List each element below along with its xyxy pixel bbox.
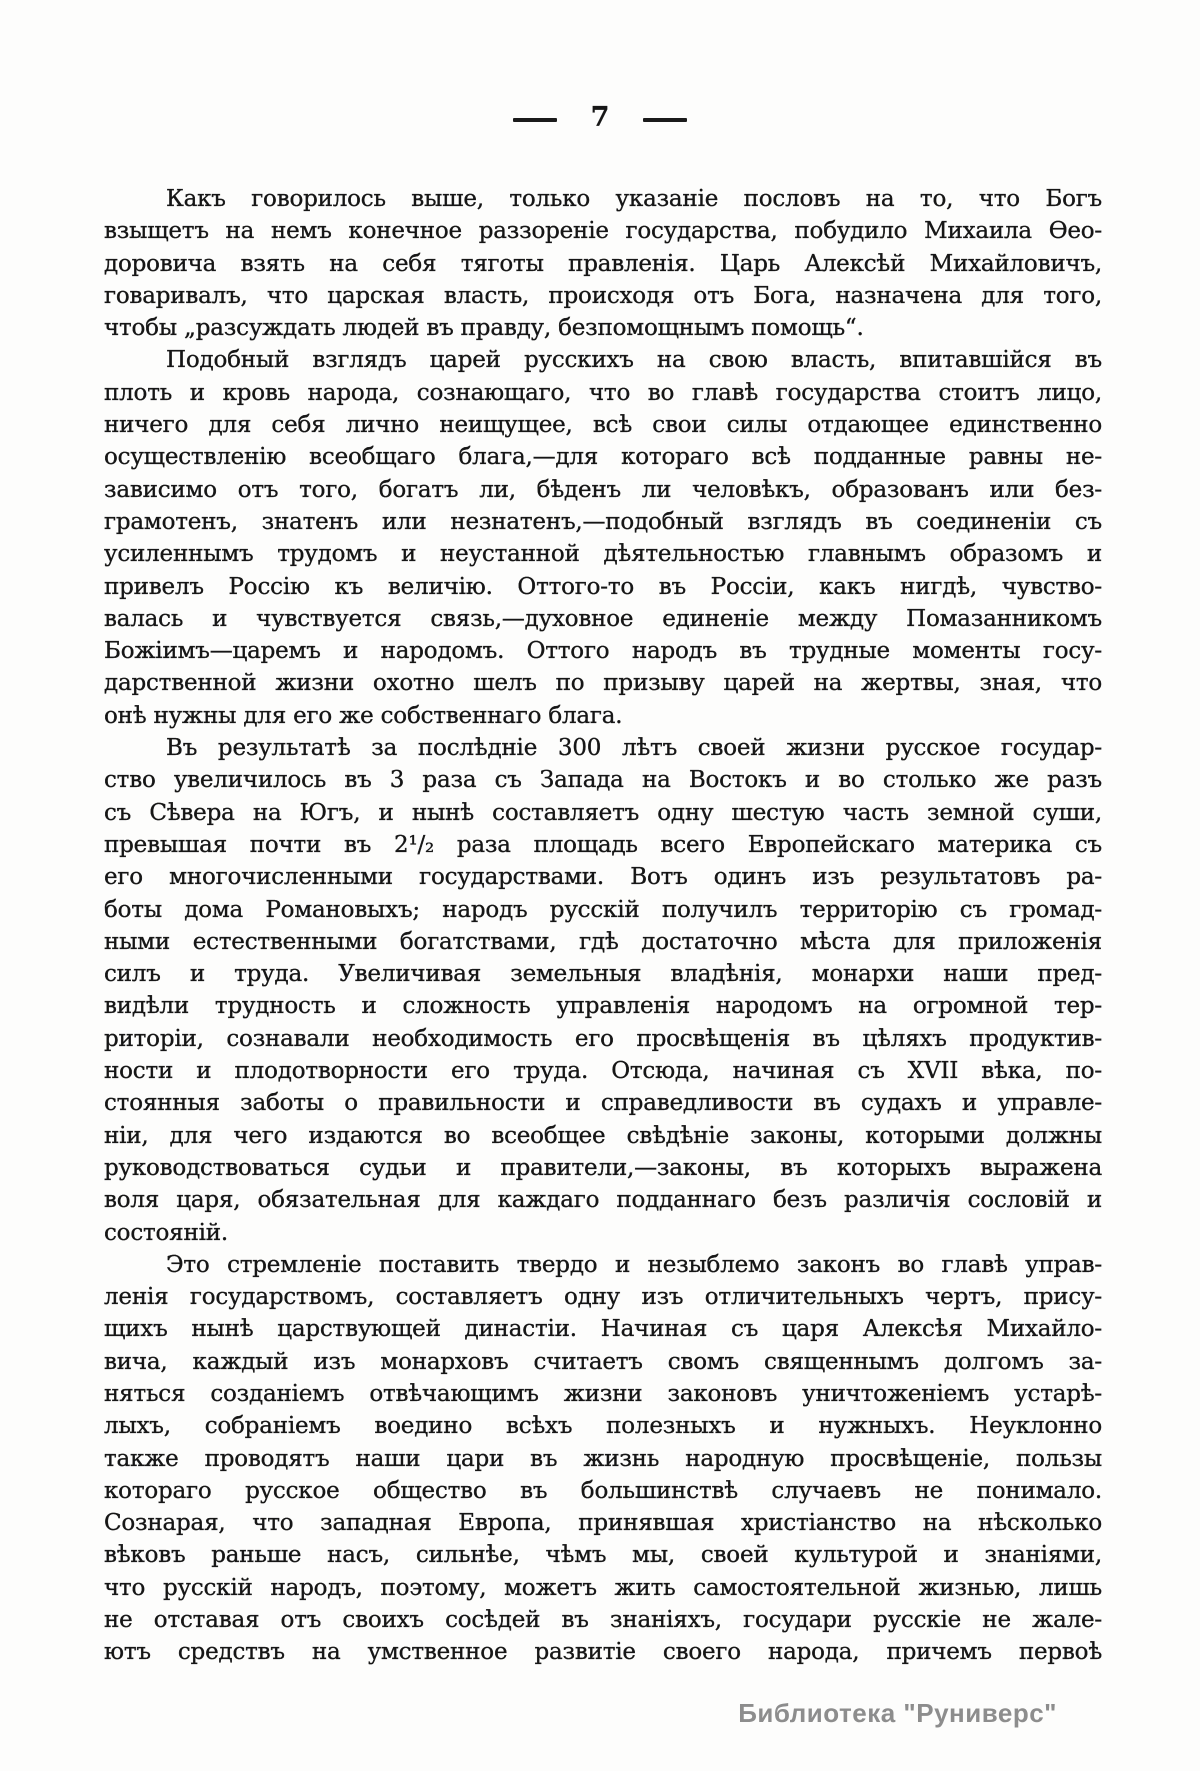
paragraph [104,1249,1102,1669]
text-line: превышая почти въ 2¹/₂ раза площадь всего Европейскаго материка съ [104,831,1102,858]
text-line: ными естественными богатствами, гдѣ достаточно мѣста для приложенія [104,928,1102,955]
text-line: доровича взять на себя тяготы правленія. Царь Алексѣй Михайловичъ, [104,250,1102,277]
text-line: Въ результатѣ за послѣдніе 300 лѣтъ своей жизни русское государ- [166,735,1102,762]
text-line: что русскій народъ, поэтому, можетъ жить самостоятельной жизнью, лишь [104,1574,1102,1601]
text-line: видѣли трудность и сложность управленія народомъ на огромной тер- [104,993,1102,1020]
text-line: стоянныя заботы о правильности и справедливости въ судахъ и управле- [104,1090,1102,1117]
library-watermark: Библиотека "Руниверс" [738,1698,1057,1728]
text-line: осуществленію всеобщаго блага,—для котораго всѣ подданные равны не- [104,444,1102,471]
text-line: ленія государствомъ, составляетъ одну изъ отличительныхъ чертъ, прису- [104,1284,1102,1311]
text-line: ютъ средствъ на умственное развитіе своего народа, причемъ первоѣ [104,1639,1102,1666]
text-line: привелъ Россію къ величію. Оттого-то въ Россіи, какъ нигдѣ, чувство- [104,573,1102,600]
paragraph [104,732,1102,1249]
body-text [104,183,1102,1669]
text-line: чтобы „разсуждать людей въ правду, безпомощнымъ помощь“. [104,315,864,342]
text-line: Сознарая, что западная Европа, принявшая христіанство на нѣсколько [104,1510,1102,1537]
text-line: риторіи, сознавали необходимость его просвѣщенія въ цѣляхъ продуктив- [104,1025,1102,1052]
page-number-dash-left [513,118,557,122]
text-line: Какъ говорилось выше, только указаніе пословъ на то, что Богъ [166,186,1102,212]
text-line: съ Сѣвера на Югъ, и нынѣ составляетъ одну шестую часть земной суши, [104,799,1102,826]
paragraph [104,183,1102,344]
text-line: руководствоваться судьи и правители,—законы, въ которыхъ выражена [104,1154,1102,1181]
text-line: взыщетъ на немъ конечное раззореніе государства, побудило Михаила Ѳео- [104,218,1102,245]
text-line: также проводятъ наши цари въ жизнь народную просвѣщеніе, пользы [104,1445,1102,1472]
text-line: Подобный взглядъ царей русскихъ на свою власть, впитавшійся въ [166,347,1102,374]
text-line: не отставая отъ своихъ сосѣдей въ знаніяхъ, государи русскіе не жале- [104,1607,1102,1634]
text-line: онѣ нужны для его же собственнаго блага. [104,702,623,729]
text-line: валась и чувствуется связь,—духовное единеніе между Помазанникомъ [104,605,1102,632]
text-line: воля царя, обязательная для каждаго подданнаго безъ различія сословій и [104,1187,1102,1214]
text-line: Божіимъ—царемъ и народомъ. Оттого народъ въ трудные моменты госу- [104,638,1102,665]
paragraph [104,344,1102,732]
text-line: боты дома Романовыхъ; народъ русскій получилъ территорію съ громад- [104,896,1102,923]
text-line: котораго русское общество въ большинствѣ случаевъ не понимало. [104,1477,1102,1504]
text-line: зависимо отъ того, богатъ ли, бѣденъ ли человѣкъ, образованъ или без- [104,476,1102,503]
text-line: дарственной жизни охотно шелъ по призыву царей на жертвы, зная, что [104,670,1102,697]
text-line: вѣковъ раньше насъ, сильнѣе, чѣмъ мы, своей культурой и знаніями, [104,1542,1102,1569]
page-number: 7 [590,102,610,133]
text-line: ничего для себя лично неищущее, всѣ свои силы отдающее единственно [104,412,1102,439]
text-line: усиленнымъ трудомъ и неустанной дѣятельностью главнымъ образомъ и [104,541,1102,568]
text-line: ніи, для чего издаются во всеобщее свѣдѣніе законы, которыми должны [104,1122,1102,1149]
text-line: плоть и кровь народа, сознающаго, что во главѣ государства стоитъ лицо, [104,379,1102,406]
text-line: Это стремленіе поставить твердо и незыблемо законъ во главѣ управ- [166,1251,1102,1278]
text-line: грамотенъ, знатенъ или незнатенъ,—подобный взглядъ въ соединеніи съ [104,508,1102,535]
page-number-dash-right [643,118,687,122]
text-line: ности и плодотворности его труда. Отсюда, начиная съ XVII вѣка, по- [104,1058,1102,1085]
page-header [0,104,1200,131]
text-line: щихъ нынѣ царствующей династіи. Начиная съ царя Алексѣя Михайло- [104,1316,1102,1343]
text-line: ство увеличилось въ 3 раза съ Запада на Востокъ и во столько же разъ [104,767,1102,794]
text-line: няться созданіемъ отвѣчающимъ жизни законовъ уничтоженіемъ устарѣ- [104,1380,1102,1407]
text-line: говаривалъ, что царская власть, происходя отъ Бога, назначена для того, [104,282,1102,309]
text-line: состояній. [104,1219,229,1246]
text-line: его многочисленными государствами. Вотъ одинъ изъ результатовъ ра- [104,864,1102,891]
text-line: силъ и труда. Увеличивая земельныя владѣнія, монархи наши пред- [104,961,1102,988]
text-line: лыхъ, собраніемъ воедино всѣхъ полезныхъ и нужныхъ. Неуклонно [104,1413,1102,1440]
text-line: вича, каждый изъ монарховъ считаетъ свомъ священнымъ долгомъ за- [104,1348,1102,1375]
